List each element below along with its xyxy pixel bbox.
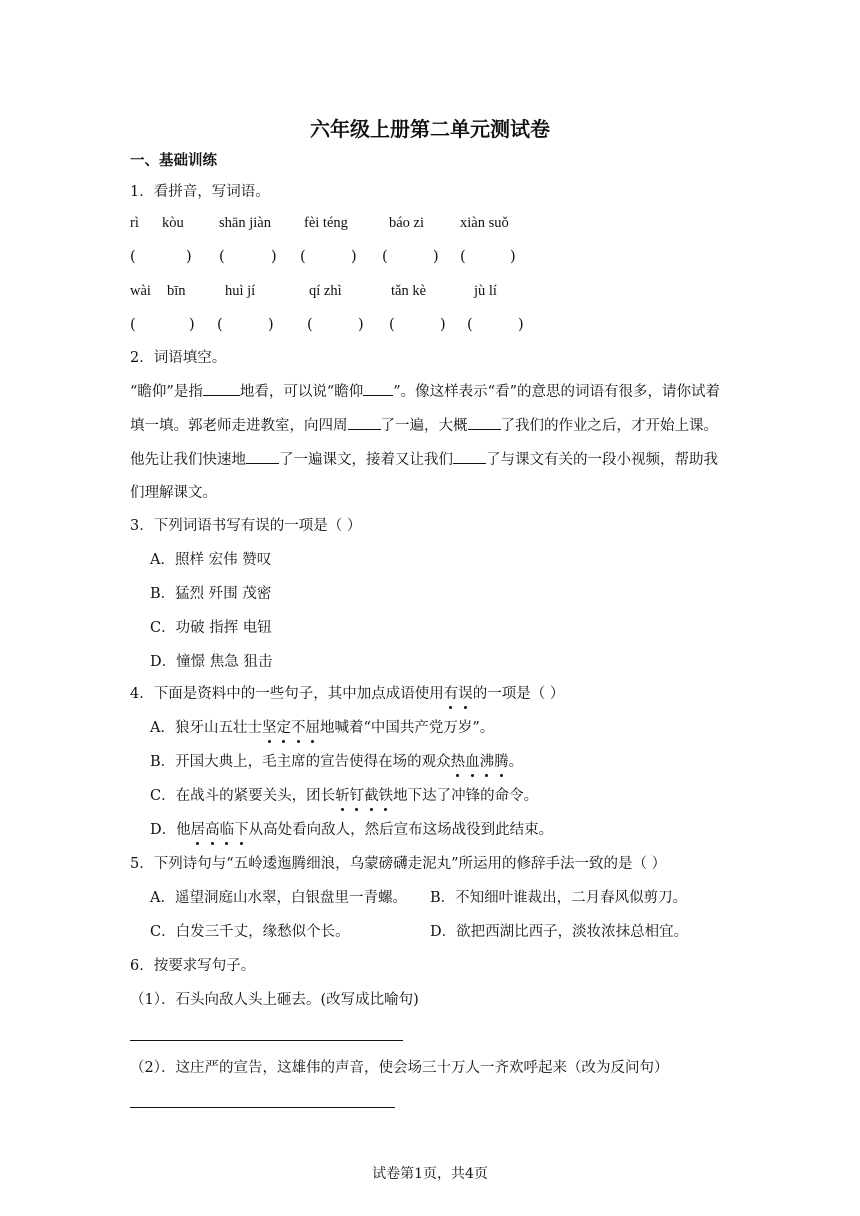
dotted-char: 铁 — [378, 788, 394, 804]
paren-open: ( — [382, 249, 388, 265]
question-5-stem: 5．下列诗句与“五岭逶迤腾细浪，乌蒙磅礴走泥丸”所运用的修辞手法一致的是（ ） — [130, 856, 667, 872]
fill-blank[interactable] — [203, 381, 240, 396]
option-b[interactable]: B．猛烈 歼围 茂密 — [150, 586, 272, 602]
section-heading: 一、基础训练 — [130, 152, 217, 169]
dotted-char: 居 — [190, 822, 206, 838]
answer-line[interactable] — [130, 1040, 403, 1041]
text: B．开国大典上，毛主席的宣告使得在场的观众 — [150, 754, 451, 770]
text: 地看，可以说“瞻仰 — [239, 384, 364, 400]
question-3-stem: 3．下列词语书写有误的一项是（ ） — [130, 518, 362, 534]
option-a[interactable]: A．照样 宏伟 赞叹 — [150, 552, 272, 568]
pinyin-5: báo zi — [389, 215, 425, 231]
paren-open: ( — [307, 317, 313, 333]
paren-open: ( — [467, 317, 473, 333]
question-2-line-2 — [130, 415, 718, 436]
text: 从高处看向敌人，然后宣布这场战役到此结束。 — [248, 822, 554, 838]
pinyin-1: rì — [130, 215, 139, 231]
paren-close: ) — [271, 249, 277, 265]
dotted-emphasis — [444, 686, 473, 702]
option-d[interactable] — [150, 820, 553, 840]
fill-blank[interactable] — [453, 449, 486, 464]
fill-blank[interactable] — [246, 449, 279, 464]
fill-blank[interactable] — [348, 415, 381, 430]
option-d[interactable]: D．欲把西湖比西子，淡妆浓抹总相宜。 — [430, 924, 689, 940]
paren-close: ) — [358, 317, 364, 333]
paren-open: ( — [460, 249, 466, 265]
question-2-line-1 — [130, 381, 720, 402]
question-1-stem: 1．看拼音，写词语。 — [130, 184, 270, 200]
dotted-char: 误 — [458, 686, 473, 702]
text: 。 — [508, 754, 524, 770]
paren-open: ( — [217, 317, 223, 333]
paren-open: ( — [300, 249, 306, 265]
pinyin-10: qí zhì — [309, 283, 342, 299]
text: 了一遍，大概 — [380, 418, 468, 434]
text: 填一填。郭老师走进教室，向四周 — [130, 418, 348, 434]
pinyin-3: shān jiàn — [219, 215, 271, 231]
paren-open: ( — [219, 249, 225, 265]
pinyin-12: jù lí — [474, 283, 497, 299]
dotted-char: 下 — [234, 822, 249, 838]
paren-close: ) — [510, 249, 516, 265]
text: ”。像这样表示“看”的意思的词语有很多，请你试着 — [393, 384, 720, 400]
dotted-char: 血 — [465, 754, 480, 770]
dotted-char: 钉 — [349, 788, 365, 804]
dotted-char: 定 — [276, 720, 291, 736]
text: A．狼牙山五壮士 — [150, 720, 262, 736]
option-a[interactable] — [150, 718, 494, 738]
text: 了我们的作业之后，才开始上课。 — [500, 418, 718, 434]
question-4-stem — [130, 684, 564, 704]
dotted-char: 热 — [450, 754, 466, 770]
fill-blank[interactable] — [363, 381, 393, 396]
text: 地下达了冲锋的命令。 — [393, 788, 539, 804]
dotted-char: 临 — [219, 822, 235, 838]
answer-line[interactable] — [130, 1107, 395, 1108]
paren-close: ) — [351, 249, 357, 265]
paren-open: ( — [389, 317, 395, 333]
pinyin-4: fèi téng — [304, 215, 348, 231]
text: 地喊着“中国共产党万岁”。 — [319, 720, 495, 736]
option-c[interactable]: C．白发三千丈，缘愁似个长。 — [150, 924, 350, 940]
text: 了与课文有关的一段小视频，帮助我 — [486, 452, 718, 468]
paren-close: ) — [518, 317, 524, 333]
pinyin-9: huì jí — [225, 283, 256, 299]
dotted-idiom — [335, 788, 393, 804]
paren-open: ( — [130, 249, 136, 265]
page-footer: 试卷第1页，共4页 — [372, 1166, 488, 1182]
paren-close: ) — [433, 249, 439, 265]
text: C．在战斗的紧要关头，团长 — [150, 788, 336, 804]
dotted-char: 截 — [364, 788, 379, 804]
paren-open: ( — [130, 317, 136, 333]
option-c[interactable] — [150, 786, 538, 806]
dotted-idiom — [191, 822, 249, 838]
option-b[interactable]: B．不知细叶谁裁出，二月春风似剪刀。 — [430, 890, 688, 906]
question-2-stem: 2．词语填空。 — [130, 350, 227, 366]
dotted-char: 不 — [290, 720, 306, 736]
dotted-char: 屈 — [305, 720, 320, 736]
paren-close: ) — [440, 317, 446, 333]
pinyin-11: tǎn kè — [391, 283, 427, 299]
option-a[interactable]: A．遥望洞庭山水翠，白银盘里一青螺。 — [150, 890, 407, 906]
dotted-idiom — [451, 754, 509, 770]
text: 他先让我们快速地 — [130, 452, 246, 468]
dotted-char: 高 — [205, 822, 220, 838]
dotted-char: 斩 — [335, 788, 350, 804]
question-6-sub-1: （1）．石头向敌人头上砸去。(改写成比喻句) — [130, 992, 419, 1008]
text: “瞻仰”是指 — [130, 384, 203, 400]
fill-blank[interactable] — [468, 415, 501, 430]
dotted-char: 有 — [443, 686, 459, 702]
question-2-line-3 — [130, 449, 718, 470]
text: 的一项是（ ） — [472, 686, 565, 702]
option-c[interactable]: C．功破 指挥 电钮 — [150, 620, 272, 636]
paren-close: ) — [186, 249, 192, 265]
option-b[interactable] — [150, 752, 523, 772]
page-title: 六年级上册第二单元测试卷 — [310, 117, 550, 141]
pinyin-2: kòu — [162, 215, 184, 231]
question-2-line-4: 们理解课文。 — [130, 485, 217, 501]
pinyin-6: xiàn suǒ — [460, 215, 509, 231]
paren-close: ) — [189, 317, 195, 333]
text: 了一遍课文，接着又让我们 — [279, 452, 453, 468]
pinyin-7: wài — [130, 283, 151, 299]
dotted-char: 沸 — [479, 754, 495, 770]
dotted-idiom — [262, 720, 320, 736]
text: 4．下面是资料中的一些句子，其中加点成语使用 — [130, 686, 444, 702]
paren-close: ) — [268, 317, 274, 333]
dotted-char: 坚 — [261, 720, 277, 736]
text: D．他 — [150, 822, 191, 838]
option-d[interactable]: D．憧憬 焦急 狙击 — [150, 654, 273, 670]
dotted-char: 腾 — [494, 754, 509, 770]
question-6-sub-2: （2）．这庄严的宣告，这雄伟的声音，使会场三十万人一齐欢呼起来（改为反问句） — [130, 1060, 669, 1076]
pinyin-8: bīn — [167, 283, 186, 299]
question-6-stem: 6．按要求写句子。 — [130, 958, 256, 974]
